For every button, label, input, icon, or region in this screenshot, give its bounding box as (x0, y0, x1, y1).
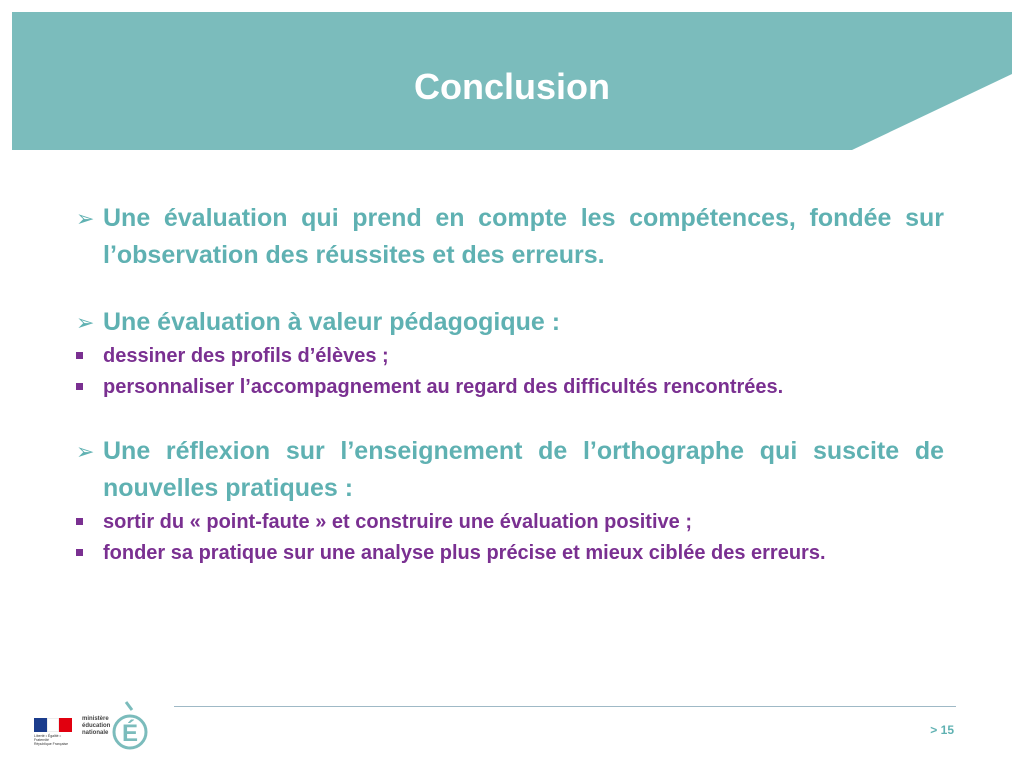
point-3-sub-2 (76, 538, 944, 569)
slide-content (76, 200, 944, 569)
slide-header (12, 12, 1012, 150)
arrow-bullet-icon: ➢ (76, 439, 95, 464)
point-2-text: Une évaluation à valeur pédagogique : (103, 308, 561, 336)
arrow-bullet-icon: ➢ (76, 310, 95, 335)
page-number (930, 723, 954, 737)
education-e-logo-icon (112, 700, 148, 752)
point-1 (76, 200, 944, 274)
page-marker: > (930, 723, 938, 737)
french-flag-icon (34, 718, 72, 732)
footer-divider (174, 706, 956, 707)
sub-text: sortir du « point-faute » et construire une évaluation positive ; (103, 511, 692, 533)
square-bullet-icon (76, 549, 83, 556)
point-3 (76, 433, 944, 507)
point-3-text: Une réflexion sur l’enseignement de l’orthographe qui suscite de nouvelles pratiques : (103, 437, 944, 502)
svg-text:É: É (121, 720, 139, 747)
point-2-sub-1 (76, 341, 944, 372)
square-bullet-icon (76, 518, 83, 525)
sub-text: dessiner des profils d’élèves ; (103, 345, 389, 367)
arrow-bullet-icon: ➢ (76, 206, 95, 231)
point-1-text: Une évaluation qui prend en compte les compétences, fondée sur l’observation des réussites et des erreurs. (103, 204, 944, 269)
square-bullet-icon (76, 383, 83, 390)
point-3-sub-1 (76, 507, 944, 538)
sub-text: personnaliser l’accompagnement au regard des difficultés rencontrées. (103, 376, 784, 398)
page-number-value: 15 (940, 723, 954, 737)
republic-motto: Liberté • Égalité • Fraternité République Française (34, 734, 69, 746)
point-2 (76, 304, 944, 341)
point-2-sub-2 (76, 372, 944, 403)
square-bullet-icon (76, 352, 83, 359)
slide-title: Conclusion (414, 66, 610, 107)
ministry-logo (34, 700, 154, 756)
sub-text: fonder sa pratique sur une analyse plus précise et mieux ciblée des erreurs. (103, 542, 826, 564)
ministry-name: ministère éducation nationale (82, 716, 111, 736)
